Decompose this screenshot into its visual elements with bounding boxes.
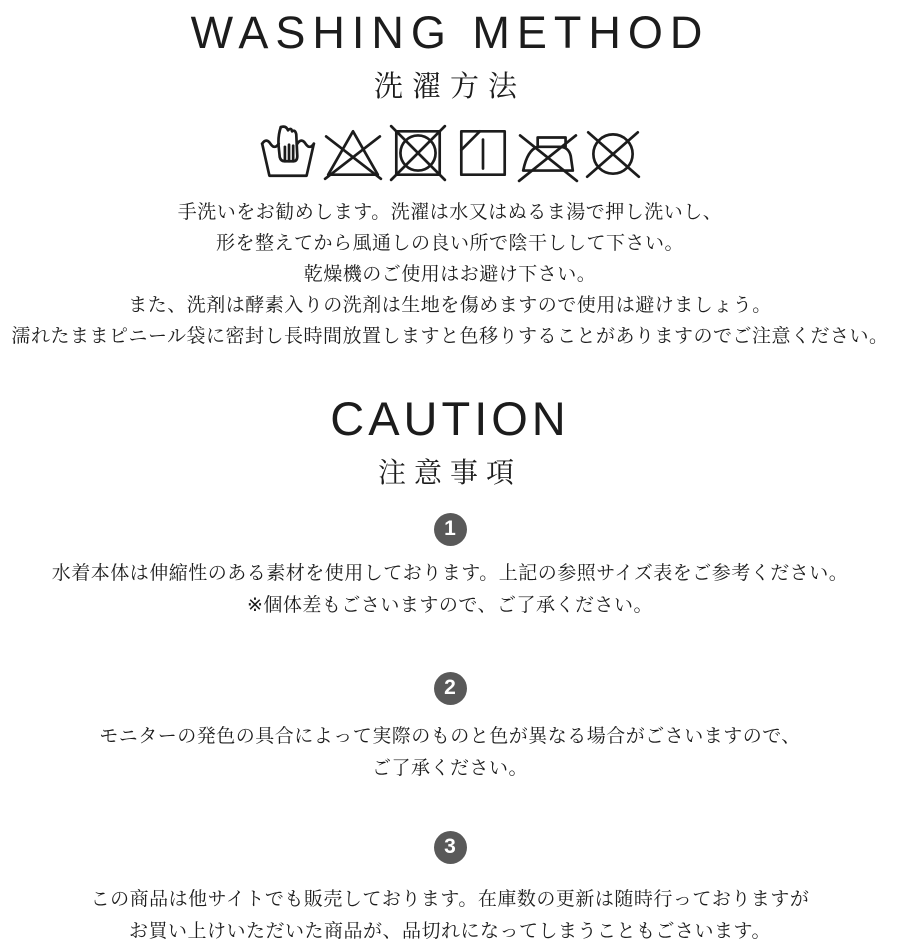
number-badge-1: 1 xyxy=(434,513,467,546)
washing-instructions xyxy=(0,197,900,352)
drip-dry-in-shade-icon xyxy=(452,121,514,185)
laundry-symbols-row xyxy=(0,121,900,185)
do-not-tumble-dry-icon xyxy=(387,121,449,185)
washing-method-title-ja: 洗濯方法 xyxy=(373,70,526,103)
washing-method-title-en: WASHING METHOD xyxy=(190,7,710,58)
caution-item-1 xyxy=(0,513,900,622)
number-badge-2: 2 xyxy=(434,672,467,705)
caution-title-en: CAUTION xyxy=(330,391,570,445)
instruction-line: 手洗いをお勧めします。洗濯は水又はぬるま湯で押し洗いし、 xyxy=(177,201,723,223)
caution-item-3 xyxy=(0,831,900,948)
caution-line: ご了承ください。 xyxy=(371,757,528,779)
caution-title-ja: 注意事項 xyxy=(377,456,522,488)
caution-item-2-text xyxy=(0,721,900,785)
caution-line: モニターの発色の具合によって実際のものと色が異なる場合がごさいますので、 xyxy=(99,725,801,747)
instruction-line: 乾燥機のご使用はお避け下さい。 xyxy=(303,263,597,285)
do-not-bleach-icon xyxy=(322,121,384,185)
do-not-dry-clean-icon xyxy=(582,121,644,185)
caution-line: お買い上けいただいた商品が、品切れになってしまうこともごさいます。 xyxy=(129,920,771,942)
caution-line: 水着本体は伸縮性のある素材を使用しております。上記の参照サイズ表をご参考ください。 xyxy=(51,562,849,584)
number-badge-3: 3 xyxy=(434,831,467,864)
caution-item-2 xyxy=(0,672,900,785)
caution-item-1-text xyxy=(0,558,900,622)
instruction-line: また、洗剤は酵素入りの洗剤は生地を傷めますので使用は避けましょう。 xyxy=(128,294,772,316)
caution-item-3-text xyxy=(0,884,900,948)
do-not-iron-icon xyxy=(517,121,579,185)
caution-line: この商品は他サイトでも販売しております。在庫数の更新は随時行っておりますが xyxy=(90,888,810,910)
hand-wash-icon xyxy=(257,121,319,185)
instruction-line: 濡れたままピニール袋に密封し長時間放置しますと色移りすることがありますのでご注意ください。 xyxy=(11,325,889,347)
caution-line: ※個体差もごさいますので、ご了承ください。 xyxy=(246,594,654,616)
instruction-line: 形を整えてから風通しの良い所で陰干しして下さい。 xyxy=(215,232,684,254)
